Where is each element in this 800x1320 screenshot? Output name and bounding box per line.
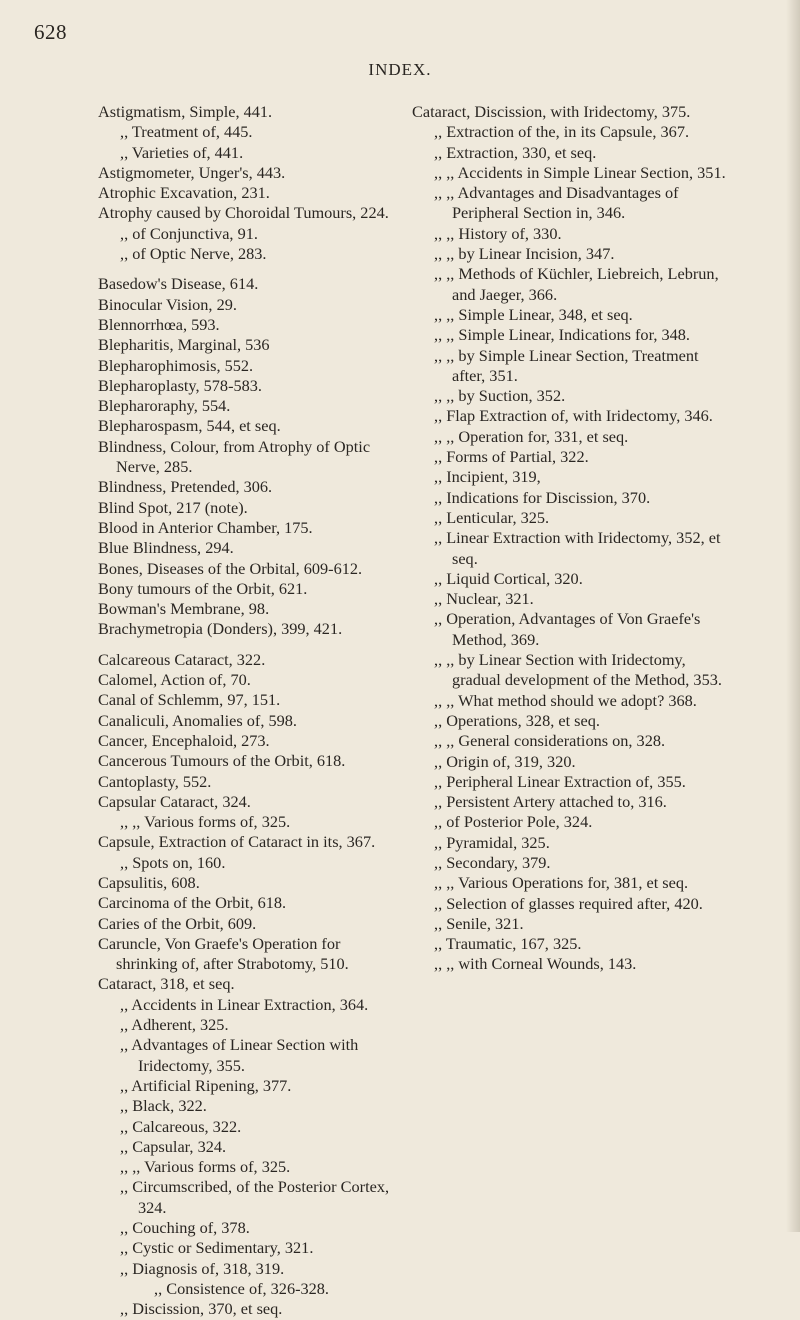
index-entry: Blepharoraphy, 554. <box>98 396 231 416</box>
index-entry: ,, Senile, 321. <box>434 913 524 933</box>
index-entry: Cataract, Discission, with Iridectomy, 375. <box>412 102 691 121</box>
running-head: INDEX. <box>368 60 432 79</box>
index-entry: ,, Nuclear, 321. <box>434 589 534 609</box>
index-entry: ,, Accidents in Linear Extraction, 364. <box>120 994 369 1014</box>
index-entry: Capsulitis, 608. <box>98 872 200 892</box>
index-entry: ,, Selection of glasses required after, 420. <box>434 893 703 913</box>
index-entry: Capsule, Extraction of Cataract in its, 367. <box>98 832 376 852</box>
index-entry: ,, ,, by Linear Incision, 347. <box>434 244 615 264</box>
index-entry: ,, Black, 322. <box>120 1096 207 1116</box>
index-column-right <box>412 102 728 975</box>
index-entry: Blindness, Colour, from Atrophy of Optic Nerve, 285. <box>98 436 371 477</box>
index-entry: Cancer, Encephaloid, 273. <box>98 730 270 750</box>
index-entry: ,, Consistence of, 326-328. <box>154 1278 329 1298</box>
index-entry: ,, Diagnosis of, 318, 319. <box>120 1258 285 1278</box>
index-entry: Blennorrhœa, 593. <box>98 314 220 334</box>
index-entry: Blood in Anterior Chamber, 175. <box>98 517 313 537</box>
index-entry: ,, Linear Extraction with Iridectomy, 352, et seq. <box>434 528 721 568</box>
index-entry: ,, Pyramidal, 325. <box>434 832 550 852</box>
index-entry: ,, Liquid Cortical, 320. <box>434 568 583 588</box>
index-entry: ,, Capsular, 324. <box>120 1136 227 1156</box>
index-entry: Blepharophimosis, 552. <box>98 355 254 375</box>
index-entry: ,, of Optic Nerve, 283. <box>120 244 267 264</box>
index-entry: Blepharospasm, 544, et seq. <box>98 416 281 436</box>
index-entry: Astigmometer, Unger's, 443. <box>98 162 286 182</box>
index-entry: Bowman's Membrane, 98. <box>98 599 270 619</box>
index-entry: ,, Traumatic, 167, 325. <box>434 934 582 954</box>
index-entry: Blue Blindness, 294. <box>98 538 234 558</box>
index-entry: ,, Operations, 328, et seq. <box>434 710 600 730</box>
index-entry: ,, ,, Advantages and Disadvantages of Peripheral Section in, 346. <box>434 183 679 223</box>
index-entry: ,, Origin of, 319, 320. <box>434 751 576 771</box>
index-entry: ,, ,, Various forms of, 325. <box>120 1157 291 1177</box>
index-entry: Cantoplasty, 552. <box>98 771 212 791</box>
index-entry: Astigmatism, Simple, 441. <box>98 102 273 121</box>
index-entry: ,, Cystic or Sedimentary, 321. <box>120 1238 314 1258</box>
index-entry: Calomel, Action of, 70. <box>98 670 251 690</box>
index-entry: Basedow's Disease, 614. <box>98 274 259 294</box>
index-entry: Blepharitis, Marginal, 536 <box>98 335 270 355</box>
index-entry: ,, Persistent Artery attached to, 316. <box>434 792 667 812</box>
index-entry: ,, ,, Simple Linear, 348, et seq. <box>434 304 633 324</box>
index-entry: Blind Spot, 217 (note). <box>98 497 248 517</box>
index-entry: Cataract, 318, et seq. <box>98 974 235 994</box>
index-entry: Canaliculi, Anomalies of, 598. <box>98 710 297 730</box>
index-entry: ,, ,, by Linear Section with Iridectomy, gradual development of the Method, 353. <box>434 650 722 690</box>
index-entry: ,, ,, Operation for, 331, et seq. <box>434 426 629 446</box>
index-entry: Cancerous Tumours of the Orbit, 618. <box>98 751 346 771</box>
index-entry: Blindness, Pretended, 306. <box>98 477 273 497</box>
index-entry: Atrophy caused by Choroidal Tumours, 224. <box>98 203 389 223</box>
index-entry: ,, Couching of, 378. <box>120 1218 250 1238</box>
index-entry: Brachymetropia (Donders), 399, 421. <box>98 619 343 639</box>
index-entry: ,, ,, What method should we adopt? 368. <box>434 690 697 710</box>
index-entry: Binocular Vision, 29. <box>98 294 237 314</box>
index-entry: ,, Incipient, 319, <box>434 467 541 487</box>
index-entry: Calcareous Cataract, 322. <box>98 649 266 669</box>
index-entry: ,, Artificial Ripening, 377. <box>120 1075 292 1095</box>
index-entry: ,, Operation, Advantages of Von Graefe's Method, 369. <box>434 609 701 649</box>
index-column-left <box>98 102 400 1320</box>
index-entry: Caries of the Orbit, 609. <box>98 913 257 933</box>
index-entry: ,, ,, Simple Linear, Indications for, 348. <box>434 325 690 345</box>
index-entry: ,, Flap Extraction of, with Iridectomy, 346. <box>434 406 713 426</box>
index-entry: ,, Advantages of Linear Section with Iridectomy, 355. <box>120 1035 359 1075</box>
index-entry: ,, Secondary, 379. <box>434 852 551 872</box>
index-entry: ,, Lenticular, 325. <box>434 507 550 527</box>
index-entry: ,, Peripheral Linear Extraction of, 355. <box>434 771 686 791</box>
index-entry: ,, ,, General considerations on, 328. <box>434 731 666 751</box>
index-entry: ,, Spots on, 160. <box>120 852 226 872</box>
index-entry: ,, ,, by Suction, 352. <box>434 386 566 406</box>
index-entry: Atrophic Excavation, 231. <box>98 183 270 203</box>
index-entry: Bones, Diseases of the Orbital, 609-612. <box>98 558 363 578</box>
index-entry: ,, Circumscribed, of the Posterior Cortex, 324. <box>120 1177 390 1217</box>
index-entry: Carcinoma of the Orbit, 618. <box>98 893 287 913</box>
index-entry: Capsular Cataract, 324. <box>98 791 251 811</box>
index-entry: ,, Adherent, 325. <box>120 1015 229 1035</box>
index-entry: ,, ,, Various forms of, 325. <box>120 812 291 832</box>
index-entry: ,, Indications for Discission, 370. <box>434 487 651 507</box>
index-entry: ,, of Posterior Pole, 324. <box>434 812 593 832</box>
index-entry: ,, ,, Methods of Küchler, Liebreich, Lebrun, and Jaeger, 366. <box>434 264 719 304</box>
index-entry: Caruncle, Von Graefe's Operation for shrinking of, after Strabotomy, 510. <box>98 933 349 974</box>
index-entry: ,, ,, with Corneal Wounds, 143. <box>434 954 637 974</box>
index-entry: ,, Varieties of, 441. <box>120 142 244 162</box>
index-entry: ,, ,, History of, 330. <box>434 223 562 243</box>
index-entry: ,, Extraction, 330, et seq. <box>434 142 597 162</box>
index-entry: ,, ,, Accidents in Simple Linear Section, 351. <box>434 162 726 182</box>
index-entry: Canal of Schlemm, 97, 151. <box>98 690 281 710</box>
index-entry: Bony tumours of the Orbit, 621. <box>98 578 308 598</box>
index-entry: ,, Discission, 370, et seq. <box>120 1299 283 1319</box>
index-entry: ,, Forms of Partial, 322. <box>434 447 589 467</box>
index-entry: ,, Extraction of the, in its Capsule, 367. <box>434 122 690 142</box>
page-number: 628 <box>34 20 67 44</box>
page-edge-shadow <box>786 0 800 1232</box>
index-entry: ,, Treatment of, 445. <box>120 122 253 142</box>
index-entry: ,, ,, Various Operations for, 381, et seq. <box>434 873 689 893</box>
index-entry: ,, of Conjunctiva, 91. <box>120 223 258 243</box>
index-entry: ,, Calcareous, 322. <box>120 1116 242 1136</box>
index-entry: ,, ,, by Simple Linear Section, Treatment after, 351. <box>434 345 699 385</box>
index-entry: Blepharoplasty, 578-583. <box>98 375 262 395</box>
